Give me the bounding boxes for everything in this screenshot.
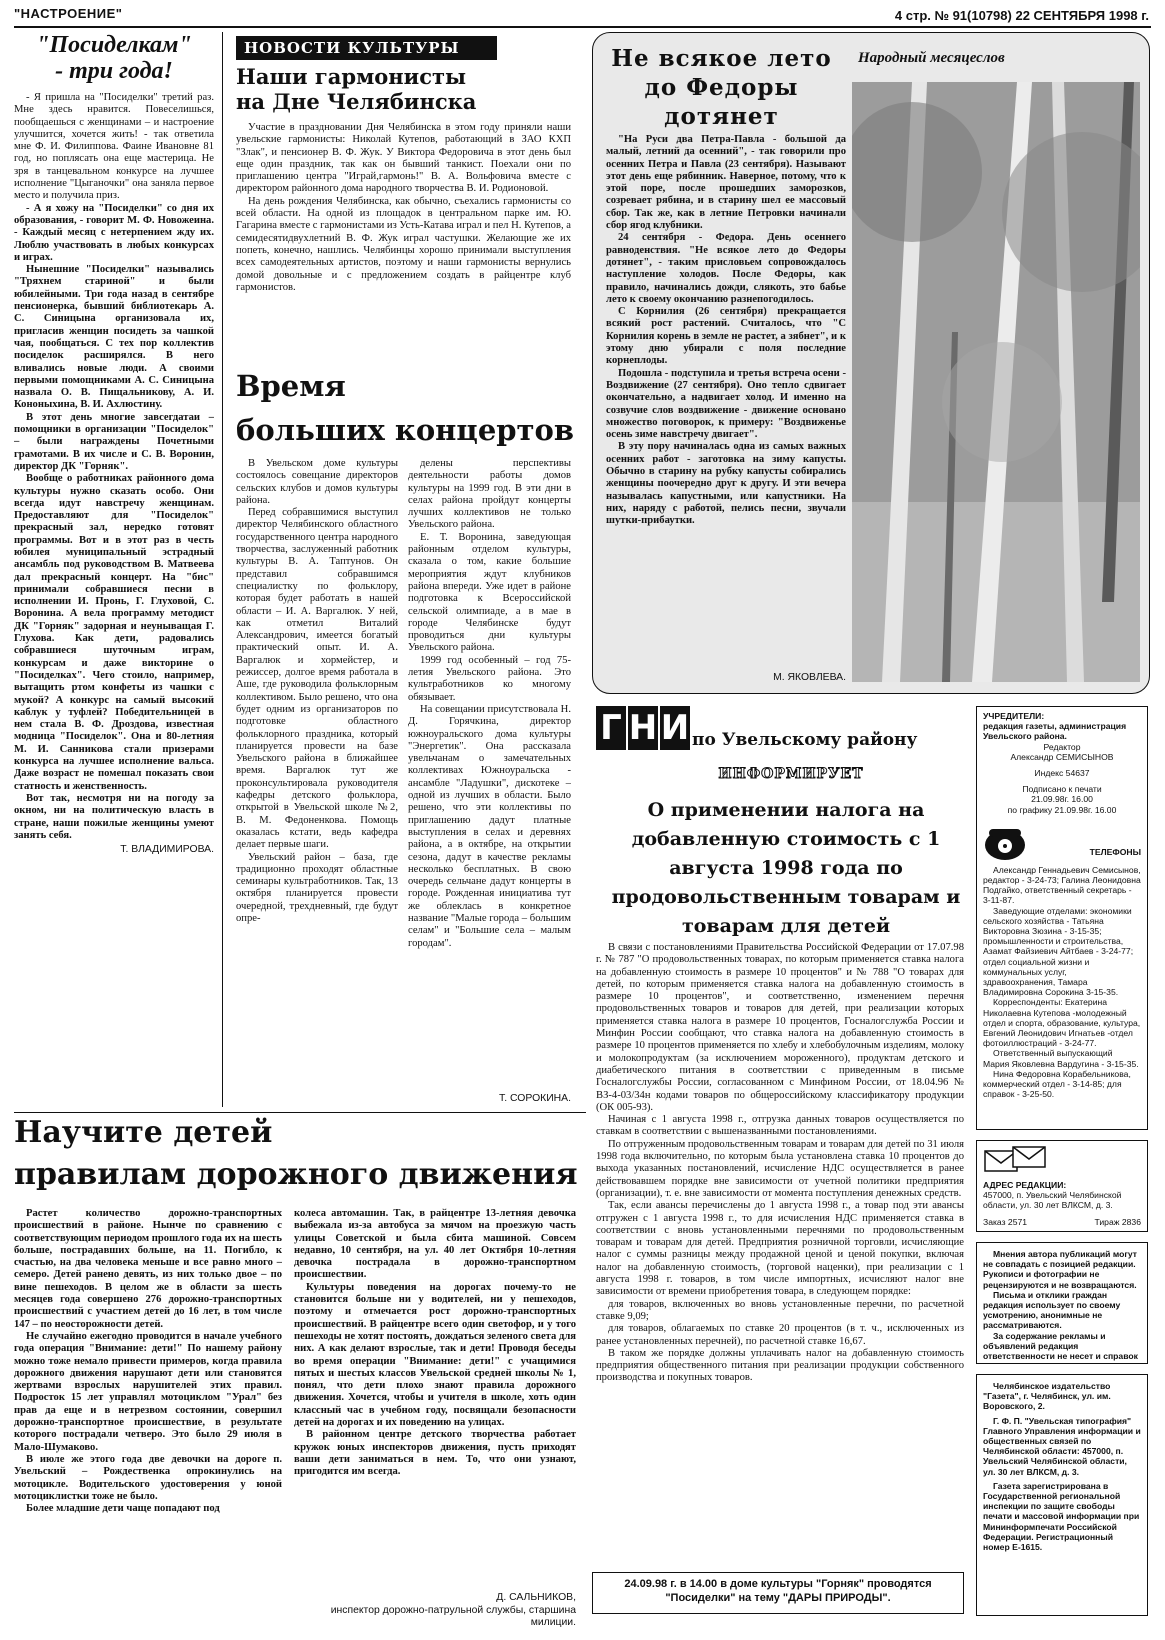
gni-letter: И (660, 708, 690, 748)
posidelki-paragraph: - Я пришла на "Посиделки" третий раз. Мне здесь нравится. Повеселишься, пообщаешься с женщинами – и настроение улучшится, хочется жить! - так ответила мне Ф. И. Филиппова. Фаине Ивановне 81 год, но поплясать она еще мастерица. Не зря в танцевальном конкурсе на лучшее исполнение "Цыганочки" она заняла первое место и получила приз. (14, 92, 214, 202)
gni-text (596, 942, 964, 1542)
gni-paragraph: для товаров, включенных во вновь установленные перечни, по расчетной ставке 9,09; (596, 1298, 964, 1322)
schedule-time: по графику 21.09.98г. 16.00 (1007, 804, 1117, 815)
fedora-paragraph: С Корнилия (26 сентября) прекращается всякий рост растений. Считалось, что "С Корнилия корень в земле не растет, а зябнет", и к этому дню убирали с поля последние корнеплоды. (606, 306, 846, 367)
disclaimer-text: Мнения автора публикаций могут не совпадать с позицией редакции. Рукописи и фотографии не рецензируются и не возвращаются. (983, 1249, 1138, 1290)
concerts-column-1 (236, 458, 398, 1058)
concerts-paragraph: Перед собравшимися выступил директор Челябинского областного государственного центра народного творчества, заслуженный работник культуры В. А. Таптунов. Он представил собравшимся специалистку по фольклору, которая будет работать в нашей области – И. А. Варгалюк. У ней, как отметил Виталий Александрович, имеется богатый практический опыт. И. А. Варгалюк и хормейстер, и режиссер, долгое время работала в Аше, где руководила фольклорным коллективом. Было решено, что она будет одним из организаторов по подготовке областного фольклорного праздника, который планируется провести на базе Увельского района в ближайшее время. Варгалюк тут же проконсультировала руководителя кафедры детского фольклора, открытой в Увельской школе №2, В. М. Федоненкова. Помощь оказалась кстати, ведь кафедра делает первые шаги. (236, 507, 398, 851)
publisher-text: Г. Ф. П. "Увельская типография" Главного Управления информации и общественных связей по Челябинской области: 457000, п. Увельский Челябинской области, ул. 30 лет ВЛКСМ, д. 3. (983, 1415, 1141, 1477)
concerts-column-2 (408, 458, 571, 1058)
gni-paragraph: для товаров, облагаемых по ставке 20 процентов (в т. ч., исключенных из ранее установленных перечней), по расчетной ставке 16,67. (596, 1323, 964, 1347)
posidelki-signature: Т. ВЛАДИМИРОВА. (120, 844, 214, 856)
concerts-paragraph: делены перспективы деятельности работы домов культуры на 1999 год. В эти дни в селах района пройдут концерты лучших коллективов не только Увельского района. (408, 458, 571, 531)
posidelki-paragraph: Нынешние "Посиделки" назывались "Тряхнем стариной" и были юбилейными. Три года назад в сентябре пенсионерка, бывший библиотекарь А. С. Синицына организовала их, пригласив женщин посидеть за чашкой чая, пообщаться. С тех пор коллектив посиделок расширялся. В него вливались новые люди. А своими первыми помощниками А. С. Синицына назвала О. В. Пищальникову, А. И. Кононыхина, В. И. Ахлюстину. (14, 264, 214, 411)
gni-informs: ИНФОРМИРУЕТ (718, 766, 864, 782)
posidelki-article (14, 32, 214, 1107)
fedora-paragraph: В эту пору начиналась одна из самых важных осенних работ - заготовка на зиму капусты. Обычно в старину на рубку капусты собирались женщины поочередно друг к другу. И эти вечера называлась капустными, или капустники. На них, наряду с работой, пелись песни, звучали шутки-прибаутки. (606, 441, 846, 527)
address-box (976, 1140, 1148, 1232)
posidelki-paragraph: Вот так, несмотря ни на погоду за окном, ни на политическую власть в стране, наши пожилые женщины умеют занять себя. (14, 792, 214, 841)
editor-name: Александр СЕМИСЫНОВ (1010, 751, 1114, 762)
traffic-title-1: Научите детей (14, 1115, 273, 1150)
concerts-paragraph: В Увельском доме культуры состоялось совещание директоров сельских клубов и домов культуры района. (236, 458, 398, 506)
traffic-title-2: правилам дорожного движения (14, 1157, 578, 1192)
editor-label: Редактор (1043, 741, 1081, 752)
publisher-text: Газета зарегистрирована в Государственной региональной инспекции по защите свободы печати и массовой информации при Мининформпечати Российской Федерации. Регистрационный номер Е-1615. (983, 1480, 1140, 1553)
fedora-paragraph: "На Руси два Петра-Павла - большой да малый, летний да осенний", - так говорили про осенних Петра и Павла (23 сентября). Называют этот день еще рябинник. Наверное, потому, что к этой поре, после прошедших заморозков, созревает рябина, и в старину шел ее массовый сбор. Так же, как в летние Петровки начинали сбор ягод клубники. (606, 134, 846, 232)
gni-paragraph: По отгруженным продовольственным товарам и товарам для детей по 31 июля 1998 года включительно, по которым была установлена ставка 10 процентов до выхода указанных постановлений, исчисление НДС осуществляется в ранее действовавшем порядке вне зависимости от учетной политики предприятия (организации), т. е. вне зависимости от момента поступления денежных средств. (596, 1138, 964, 1199)
traffic-paragraph: Не случайно ежегодно проводится в начале учебного года операция "Внимание: дети!" По нашему району можно тоже немало привести примеров, когда правила дорожного движения нарушают дети или становятся жертвами взрослых нарушителей этих правил. Подросток 15 лет управлял мотоциклом "Урал" без прав да еще и в нетрезвом состоянии, совершил дорожно-транспортное происшествие, в результате которого пострадали четверо. Это было 29 июля в Мало-Шумаково. (14, 1330, 282, 1453)
gni-paragraph: В таком же порядке должны уплачивать налог на добавленную стоимость предприятия общественного питания при реализации продукции собственного производства и покупных товаров. (596, 1347, 964, 1384)
founders-label: УЧРЕДИТЕЛИ: (983, 711, 1045, 721)
gni-paragraph: Так, если авансы перечислены до 1 августа 1998 г., а товар под эти авансы отгружен с 1 августа 1998 г., то для исчисления НДС применяется ставка в соответствии с вновь установленными перечнями по продовольственным товарам и товарам для детей. Предприятия розничной торговли, исчисляющие налог с суммы разницы между продажной ценой и ценой покупки, включая налог на добавленную стоимость, (торговой наценки), при реализации с 1 августа 1998 г. товаров, в том числе импортных, исчисляют налог вне зависимости от времени приобретения товара, в следующем порядке: (596, 1200, 964, 1298)
posidelki-title-1: "Посиделкам" (36, 32, 192, 58)
publisher-text: Челябинское издательство "Газета", г. Челябинск, ул. им. Воровского, 2. (983, 1381, 1111, 1412)
phones-text: Нина Федоровна Корабельникова, коммерческий отдел - 3-14-85; для справок - 3-25-50. (983, 1068, 1131, 1100)
phones-text: Александр Геннадьевич Семисынов, редактор - 3-24-73; Галина Леонидовна Подгайко, ответственный секретарь - 3-11-87. (983, 864, 1141, 906)
gni-logo (596, 706, 692, 750)
posidelki-paragraph: В этот день многие завсегдатаи – помощники в организации "Посиделок" – были награждены Почетными грамотами. В их числе и С. В. Воронин, директор ДК "Горняк". (14, 411, 214, 472)
section-divider (14, 1112, 586, 1113)
publisher-box (976, 1374, 1148, 1616)
posidelki-notice: 24.09.98 г. в 14.00 в доме культуры "Горняк" проводятся "Посиделки" на тему "ДАРЫ ПРИРОДЫ". (592, 1572, 964, 1614)
phones-title: ТЕЛЕФОНЫ (1089, 846, 1141, 857)
envelope-icon (983, 1145, 1053, 1175)
phones-text: Корреспонденты: Екатерина Николаевна Кутепова -молодежный отдел и спорта, образование, культура, Евгений Леонидович Игнатьев -отдел фотоиллюстраций - 3-24-77. (983, 997, 1141, 1049)
column-divider (222, 32, 223, 1107)
gni-paragraph: В связи с постановлениями Правительства Российской Федерации от 17.07.98 г. № 787 "О продовольственных товарах, по которым применяется ставка налога на добавленную стоимость в размере 10 процентов" и № 788 "О товарах для детей, по которым применяется ставка налога на добавленную стоимость в размере 10 процентов", и соответственно, изменением перечня продовольственных товаров и товаров для детей, при реализации которых применяется ставка налога в размере 10 процентов, Госналогслужба России и Минфин России сообщают, что ставка налога на добавленную стоимость в размере 10 процентов применяется по хлебу и хлебобулочным изделиям, молоку и молокопродуктам (за исключением мороженного), продуктам детского и диабетического питания в соответствии с приведенным в письме Госналогслужбы России, согласованном с Минфином России, от 18.04.96 № ВЗ-4-03/34н кодами товаров по общероссийскому классификатору продукции (ОК 005-93). (596, 942, 964, 1113)
fedora-signature: М. ЯКОВЛЕВА. (773, 672, 846, 683)
concerts-title-2: больших концертов (236, 413, 575, 447)
posidelki-title-2: - три года! (55, 58, 173, 84)
address-title: АДРЕС РЕДАКЦИИ: (983, 1180, 1067, 1190)
news-paragraph: На день рождения Челябинска, как обычно, съехались гармонисты со всей области. На одной из площадок в центральном парке им. Ю. Гагарина вместе с гармонистами из Усть-Катава играл и пел Н. Кутепов, а семидесятидвухлетний В. Ф. Жук играл частушки. Желающие же их попеть, конечно, нашлись. Челябинцы хорошо принимали выступления всех самодеятельных артистов, поэтому и наши гармонисты вернулись домой довольные и с предложением создать в райцентре клуб гармонистов. (236, 195, 571, 293)
gni-district: по Увельскому району (692, 730, 918, 750)
print-run: Тираж 2836 (1094, 1216, 1141, 1227)
disclaimer-text: За содержание рекламы и объявлений редакция ответственности не несет и справок (983, 1330, 1138, 1362)
gni-letter: Г (596, 706, 626, 750)
birch-photo (852, 82, 1140, 682)
fedora-paragraph: 24 сентября - Федора. День осеннего равноденствия. "Не всякое лето до Федоры дотянет", - таким присловьем сопровождалось наступление холодов. После Федоры, как правило, начинались дожди, слякоть, это бабье лето к своему окончанию разнепогодилось. (606, 232, 846, 305)
concerts-signature: Т. СОРОКИНА. (499, 1093, 571, 1104)
section-label: "НАСТРОЕНИЕ" (14, 6, 123, 21)
fedora-text (606, 134, 846, 669)
traffic-signature-role: инспектор дорожно-патрульной службы, старшина милиции. (330, 1605, 576, 1628)
issue-info: 4 стр. № 91(10798) 22 СЕНТЯБРЯ 1998 г. (894, 8, 1149, 23)
news-title: Наши гармонисты на Дне Челябинска (236, 64, 477, 114)
posidelki-paragraph: - А я хожу на "Посиделки" со дня их образования, - говорит М. Ф. Новожеина. - Каждый месяц с нетерпением жду их. Люблю участвовать в любых конкурсах и играх. (14, 202, 214, 263)
concerts-title-1: Время (236, 369, 346, 403)
fedora-paragraph: Подошла - подступила и третья встреча осени - Воздвижение (27 сентября). Оно тепло сдвигает окончательно, а надвигает холод. И именно на созвучие слов воздвижение - движение основано множество поговорок, к примеру: "Воздвиженье осень зиме навстречу двигает". (606, 367, 846, 441)
top-rule (14, 26, 1151, 28)
traffic-paragraph: В июле же этого года две девочки на дороге п. Увельский – Рождественка опрокинулись на мотоцикле. Водительского удостоверения у юной мотоциклистки тоже не было. (14, 1453, 282, 1502)
fedora-title: Не всякое лето до Федоры дотянет (611, 45, 832, 130)
concerts-paragraph: На совещании присутствовала Н. Д. Горячкина, директор южноуральского дома культуры "Энергетик". Она рассказала увельчанам о замечательных коллективах Южноуральска - ансамбле "Ладушки", дискотеке – одной из лучших в области. Было решено, что эти коллективы по приглашению дадут платные выступления в селах и деревнях района, а в октябре, на открытии сезона, дадут в качестве рекламы несколько бесплатных. В свою очередь сельчане дадут концерты в городе. Рожденная инициатива тут же облеклась в конкретное название "Малые города – большим селам" и "Большие села – малым городам". (408, 703, 571, 949)
founders-text: редакция газеты, администрация Увельского района. (983, 721, 1127, 742)
order-number: Заказ 2571 (983, 1216, 1028, 1227)
traffic-paragraph: Более младшие дети чаще попадают под (26, 1503, 220, 1515)
traffic-column-2 (294, 1208, 576, 1586)
concerts-paragraph: Е. Т. Воронина, заведующая районным отделом культуры, сказала о том, какие большие мероприятия ждут клубников района впереди. Уже идет в районе подготовка к Всероссийской сельской олимпиаде, а в мае в городе Челябинске будут проводиться дни культуры Увельского района. (408, 531, 571, 654)
traffic-column-1 (14, 1208, 282, 1633)
signed-time: 21.09.98г. 16.00 (1031, 794, 1093, 805)
traffic-paragraph: Культуры поведения на дорогах почему-то не становится больше ни у водителей, ни у пешеходов, поэтому и отмечается рост дорожно-транспортных происшествий. В райцентре всего один светофор, и у того пешеходы не хотят постоять, дождаться зеленого света для них. А как делают взрослые, так и дети! Проводя беседы во время операции "Внимание: дети!" с учащимися пятых и шестых классов Увельской средней школы № 1, понял, что дети плохо знают правила дорожного движения. Хочется, чтобы и учителя в школе, хоть один классный час в учебном году, посвящали безопасности детей на дорогах и их поведению на улицах. (294, 1281, 576, 1429)
concerts-paragraph: 1999 год особенный – год 75-летия Увельского района. Это культработников ко многому обязывает. (408, 654, 571, 703)
traffic-paragraph: Растет количество дорожно-транспортных происшествий в районе. Нынче по сравнению с соответствующим периодом прошлого года их на шесть больше, пострадавших больше, на 11. Погибло, к счастью, на два человека меньше и все равно много – семеро. Детей ранено девять, из них только двое – по вине пешеходов. В целом же в области за шесть месяцев года совершено 276 дорожно-транспортных происшествий с участием детей до 16 лет, в том числе 147 – по неосторожности детей. (14, 1208, 282, 1330)
news-paragraph: Участие в праздновании Дня Челябинска в этом году приняли наши увельские гармонисты: Николай Кутепов, работающий в ЗАО КХП "Злак", и пенсионер В. Ф. Жук. У Виктора Федоровича в этот день был еще один праздник, так как он бывший танкист. Поехали они по приглашению центра "Играй,гармонь!" В. А. Вольфовича вместе с директором районного дома народного творчества В. И. Родионовой. (236, 122, 571, 195)
traffic-signature-name: Д. САЛЬНИКОВ, (496, 1592, 576, 1603)
index-number: Индекс 54637 (1034, 768, 1090, 779)
gni-title: О применении налога на добавленную стоимость с 1 августа 1998 года по продовольственным товарам и товарам для детей (611, 799, 961, 937)
news-article (236, 64, 571, 359)
telephone-icon (983, 825, 1027, 861)
traffic-paragraph: В районном центре детского творчества работает кружок юных инспекторов движения, пусть приходят ваши дети заниматься в нем. То, что они узнают, пригодится им всегда. (294, 1429, 576, 1478)
posidelki-paragraph: Вообще о работниках районного дома культуры нужно сказать особо. Они всегда идут навстречу женщинам. Предоставляют для "Посиделок" прекрасный зал, нередко готовят программы. Вот и в этот раз в честь юбилея муниципальный эстрадный ансамбль под руководством В. Матвеева дал прекрасный концерт. На "бис" принимали собравшиеся песни в исполнении И. Пронь, Г. Глуховой, С. Воронина. А вела программу методист ДК "Горняк" задорная и неуныващая Г. Глухова. Как дети, радовались собравшиеся шуточным играм, конкурсам и даже викторине о "Посиделках". Чего стоило, например, вытащить ртом конфеты из чашки с мукой? А конкурс на самый высокий каблук у туфлей? Победительницей в нем стала В. Ф. Дроздова, известная модница "Посиделок". Она и 80-летняя М. И. Санникова стали призерами конкурса на лучшее исполнение вальса. Даже возраст не помешал показать свои статность и женственность. (14, 473, 214, 792)
news-banner: НОВОСТИ КУЛЬТУРЫ (236, 36, 497, 60)
phones-text: Ответственный выпускающий Мария Яковлевна Вардугина - 3-15-35. (983, 1048, 1139, 1069)
traffic-paragraph: колеса автомашин. Так, в райцентре 13-летняя девочка выбежала из-за автобуса за мячом на проезжую часть улицы Советской и была сбита машиной. Совсем недавно, 10 сентября, на ул. 40 лет Октября 10-летняя девочка пострадала в дорожно-транспортном происшествии. (294, 1208, 576, 1281)
disclaimer-text: Письма и отклики граждан редакция использует по своему усмотрению, анонимные не рассматриваются. (983, 1289, 1121, 1331)
disclaimer-box (976, 1242, 1148, 1364)
concerts-paragraph: Увельский район – база, где традиционно проходят областные семинары культработников. Так, 13 октября планируется провести очередной, трехдневный, где будут опре- (236, 851, 398, 924)
gni-paragraph: Начиная с 1 августа 1998 г., отгрузка данных товаров осуществляется по ставкам в соответствии с вышеназванными постановлениями. (596, 1114, 964, 1138)
birch-trees-illustration (852, 82, 1140, 682)
imprint-box (976, 706, 1148, 1130)
phones-text: Заведующие отделами: экономики сельского хозяйства - Татьяна Викторовна Зюзина - 3-15-35; промышленности и строительства, Азамат Файзиевич Айтбаев - 3-24-77; отдел социальной жизни и коммунальных услуг, здравоохранения, Тамара Владимировна Сорокина 3-15-35. (983, 905, 1134, 998)
fedora-subtitle: Народный месяцеслов (858, 50, 1005, 66)
address-text: 457000, п. Увельский Челябинской области, ул. 30 лет ВЛКСМ, д. 3. (983, 1190, 1122, 1211)
signed-label: Подписано к печати (1022, 784, 1102, 795)
gni-letter: Н (628, 708, 658, 748)
